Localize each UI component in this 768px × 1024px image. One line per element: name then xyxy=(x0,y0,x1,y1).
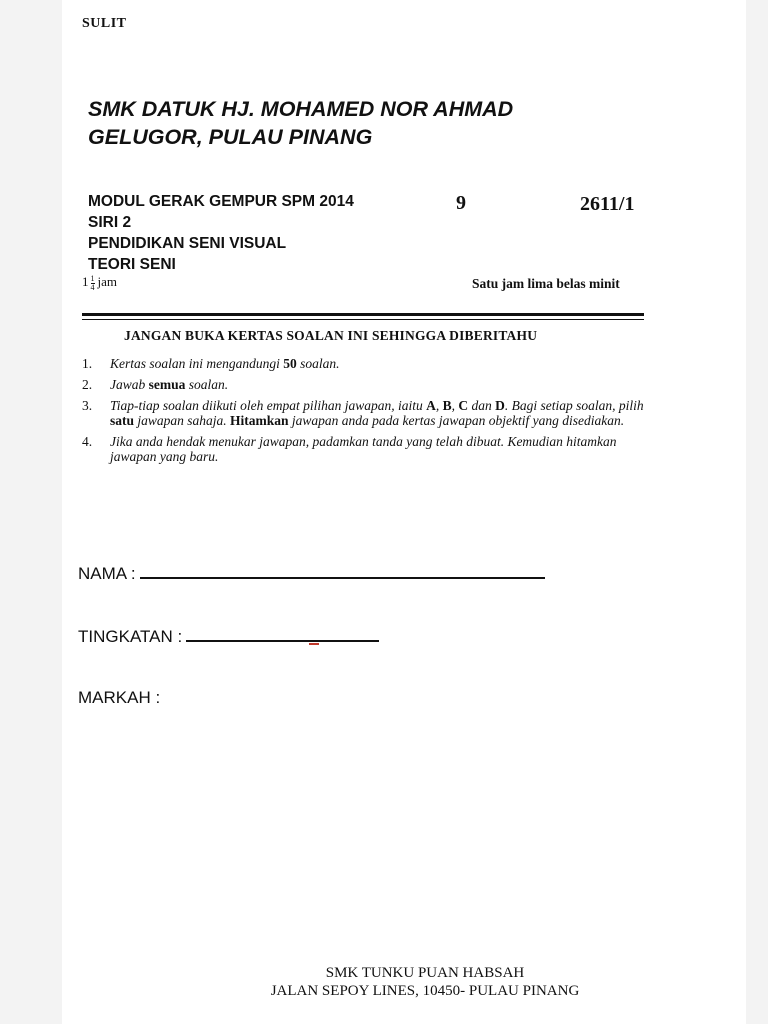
warning-heading: JANGAN BUKA KERTAS SOALAN INI SEHINGGA DIBERITAHU xyxy=(124,328,538,343)
instruction-bold: B xyxy=(442,398,452,413)
tingkatan-blank-line[interactable] xyxy=(186,626,379,642)
duration-fraction-numerator: 1 xyxy=(90,273,95,283)
classification-label: SULIT xyxy=(82,16,127,31)
instruction-text: soalan. xyxy=(296,356,340,371)
instruction-item xyxy=(82,434,648,464)
instruction-text: Kertas soalan ini mengandungi xyxy=(110,356,284,371)
module-paper: TEORI SENI xyxy=(88,256,176,273)
instruction-text: Tiap-tiap soalan diikuti oleh empat pilihan jawapan, iaitu xyxy=(110,398,427,413)
divider-thick xyxy=(82,313,644,316)
instruction-bold: satu xyxy=(110,413,135,428)
instruction-number: 2. xyxy=(82,377,93,392)
instruction-text: , xyxy=(435,398,443,413)
nama-field xyxy=(78,563,545,584)
instruction-text: jawapan sahaja. xyxy=(134,413,231,428)
duration-fraction-denominator: 4 xyxy=(90,282,95,292)
module-title xyxy=(88,191,354,275)
nama-label: NAMA : xyxy=(78,564,136,583)
instruction-item xyxy=(82,398,648,428)
instruction-bold: Hitamkan xyxy=(230,413,289,428)
instruction-text: , xyxy=(451,398,459,413)
instruction-bold: semua xyxy=(148,377,186,392)
instructions-list xyxy=(82,356,648,470)
school-name-line1: SMK DATUK HJ. MOHAMED NOR AHMAD xyxy=(88,97,514,121)
module-line2: SIRI 2 xyxy=(88,214,132,231)
instruction-number: 3. xyxy=(82,398,93,413)
instruction-bold: C xyxy=(458,398,469,413)
module-subject: PENDIDIKAN SENI VISUAL xyxy=(88,235,287,252)
instruction-item xyxy=(82,377,648,392)
instruction-text: Jawab xyxy=(110,377,149,392)
school-name xyxy=(88,95,513,151)
footer-address xyxy=(0,964,768,1000)
instruction-text: dan xyxy=(468,398,496,413)
markah-label: MARKAH : xyxy=(78,688,161,707)
red-ink-mark xyxy=(309,643,319,645)
instruction-bold: D xyxy=(495,398,505,413)
tingkatan-field xyxy=(78,626,379,647)
paper-sheet xyxy=(62,0,746,1024)
instruction-text: soalan. xyxy=(185,377,229,392)
module-line1: MODUL GERAK GEMPUR SPM 2014 xyxy=(88,193,354,210)
footer-address-line: JALAN SEPOY LINES, 10450- PULAU PINANG xyxy=(270,983,580,999)
divider-thin xyxy=(82,319,644,320)
markah-field xyxy=(78,688,160,708)
instruction-bold: 50 xyxy=(283,356,297,371)
instruction-bold: A xyxy=(426,398,436,413)
instruction-item xyxy=(82,356,648,371)
school-name-line2: GELUGOR, PULAU PINANG xyxy=(88,125,373,149)
instruction-number: 4. xyxy=(82,434,93,449)
duration-whole: 1 xyxy=(82,274,89,289)
instruction-text: . Bagi setiap soalan, pilih xyxy=(504,398,644,413)
nama-blank-line[interactable] xyxy=(140,563,545,579)
duration xyxy=(82,274,117,292)
duration-fraction xyxy=(91,275,95,292)
paper-code: 2611/1 xyxy=(580,193,635,215)
tingkatan-label: TINGKATAN : xyxy=(78,627,183,646)
duration-words: Satu jam lima belas minit xyxy=(472,276,620,291)
footer-school: SMK TUNKU PUAN HABSAH xyxy=(325,965,525,981)
paper-number: 9 xyxy=(456,192,466,214)
duration-unit: jam xyxy=(97,274,117,289)
instruction-text: Jika anda hendak menukar jawapan, padamkan tanda yang telah dibuat. Kemudian hitamkan jawapan yang baru. xyxy=(110,434,617,464)
instruction-number: 1. xyxy=(82,356,93,371)
instruction-text: jawapan anda pada kertas jawapan objektif yang disediakan. xyxy=(288,413,625,428)
